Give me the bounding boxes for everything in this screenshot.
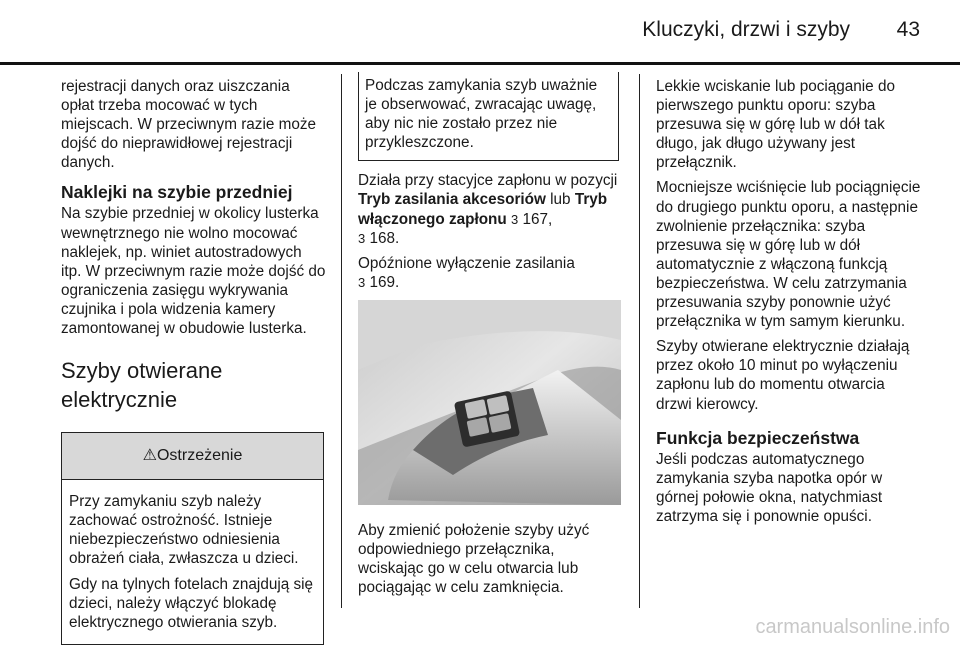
accessory-mode-label: Tryb zasilania akcesoriów [358, 191, 546, 209]
warning-box [61, 432, 324, 645]
warning-header [62, 433, 323, 480]
page-reference-arrow-icon: 3 [358, 230, 366, 246]
operation-text-2: lub [550, 191, 571, 209]
header-divider [0, 62, 960, 65]
section-title: Szyby otwierane elektrycznie [61, 358, 223, 413]
column-3 [656, 77, 924, 532]
operation-text-1: Działa przy stacyjce zapłonu w pozycji [358, 172, 618, 190]
sticker-heading: Naklejki na szybie przedniej [61, 182, 293, 203]
caution-note-text: Podczas zamykania szyb uważnie je obserwować, zwracając uwagę, aby nic nie zostało przez nie przykleszczone. [365, 77, 598, 152]
delay-paragraph [358, 254, 623, 292]
warning-title: Ostrzeżenie [156, 447, 243, 465]
column-2 [358, 72, 623, 603]
page-reference-arrow-icon: 3 [358, 274, 366, 290]
column-1 [61, 77, 326, 645]
page-reference-2[interactable]: 168. [369, 229, 400, 247]
page-reference-1[interactable]: 167, [522, 210, 553, 228]
page-reference-3[interactable]: 169. [369, 273, 400, 291]
caution-note-box [358, 72, 619, 161]
warning-paragraph-2: Gdy na tylnych fotelach znajdują się dzieci, należy włączyć blokadę elektrycznego otwierania szyb. [69, 575, 314, 631]
column-divider-2 [639, 74, 640, 608]
page-number: 43 [896, 18, 920, 41]
header-title: Kluczyki, drzwi i szyby [642, 18, 850, 41]
page-reference-arrow-icon: 3 [510, 211, 519, 227]
watermark: carmanualsonline.info [755, 616, 950, 638]
column-divider-1 [341, 74, 342, 608]
delay-text: Opóźnione wyłączenie zasilania [358, 254, 575, 272]
safety-paragraph: Jeśli podczas automatycznego zamykania szyba napotka opór w górnej połowie okna, natychmiast zatrzyma się i ponownie opuści. [656, 450, 883, 525]
sticker-paragraph: Na szybie przedniej w okolicy lusterka wewnętrznego nie wolno mocować naklejek, np. winiet autostradowych itp. W przeciwnym razie może dojść do ograniczenia zasięgu wykrywania czujnika i pola widzenia kamery zamontowanej w obudowie lusterka. [61, 205, 326, 338]
warning-paragraph-1: Przy zamykaniu szyb należy zachować ostrożność. Istnieje niebezpieczeństwo odniesienia obrażeń ciała, zwłaszcza u dzieci. [69, 493, 299, 568]
intro-paragraph: rejestracji danych oraz uiszczania opłat trzeba mocować w tych miejscach. W przeciwnym razie może dojść do nieprawidłowej rejestracji danych. [61, 78, 317, 172]
safety-heading: Funkcja bezpieczeństwa [656, 427, 860, 448]
ignition-mode-label: Tryb włączonego zapłonu [358, 191, 608, 228]
switch-paragraph-3: Szyby otwierane elektrycznie działają przez około 10 minut po wyłączeniu zapłonu lub do momentu otwarcia drzwi kierowcy. [656, 338, 910, 413]
switch-paragraph-2: Mocniejsze wciśnięcie lub pociągnięcie do drugiego punktu oporu, a następnie zwolnienie przełącznika: szyba przesuwa się w górę lub w dół automatycznie z włączoną funkcją bezpieczeństwa. W celu zatrzymania przesuwania szyby ponownie użyć przełącznika w tym samym kierunku. [656, 179, 921, 331]
window-switch-photo [358, 300, 621, 505]
operation-paragraph [358, 171, 623, 247]
switch-paragraph-1: Lekkie wciskanie lub pociąganie do pierwszego punktu oporu: szyba przesuwa się w górę lub w dół tak długo, jak długo używany jest przełącznik. [656, 78, 895, 172]
image-caption: Aby zmienić położenie szyby użyć odpowiedniego przełącznika, wciskając go w celu otwarcia lub pociągając w celu zamknięcia. [358, 521, 590, 597]
warning-triangle-icon: ⚠ [142, 447, 157, 465]
